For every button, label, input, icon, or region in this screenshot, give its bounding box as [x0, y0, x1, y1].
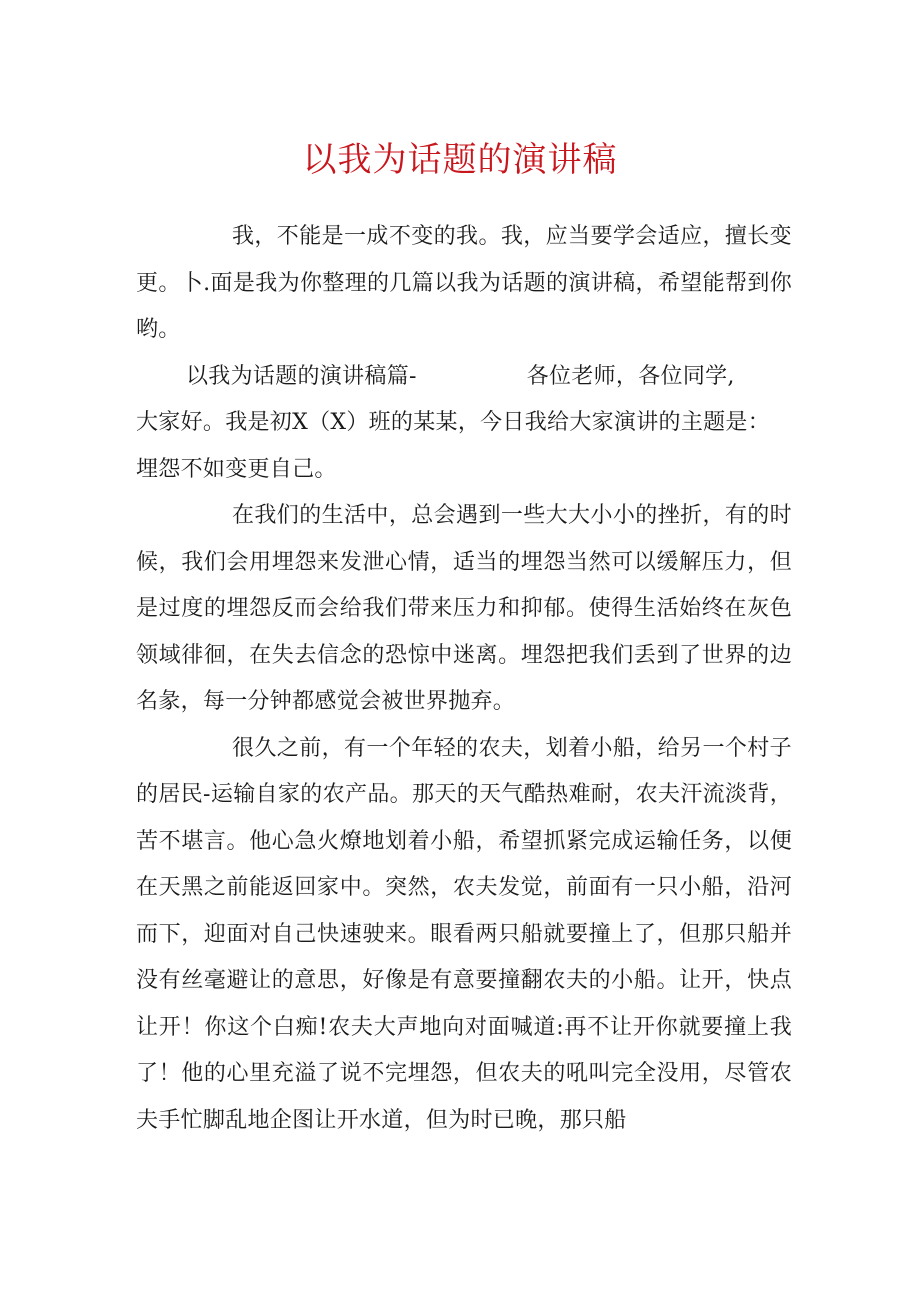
speech-intro-line: 大家好。我是初X（X）班的某某，今日我给大家演讲的主题是： [136, 410, 771, 435]
speech-greeting: 各位老师，各位同学, [526, 363, 735, 389]
speech-heading-line [136, 354, 792, 401]
speech-theme-line: 埋怨不如变更自己。 [136, 456, 337, 482]
paragraph-complaint: 在我们的生活中，总会遇到一些大大小小的挫折，有的时候，我们会用埋怨来发泄心情，适当的埋怨当然可以缓解压力，但是过度的埋怨反而会给我们带来压力和抑郁。使得生活始终在灰色领域徘徊，在失去信念的恐惊中迷离。埋怨把我们丢到了世界的边名彖，每一分钟都感觉会被世界抛弃。 [136, 503, 792, 714]
document-body [136, 214, 792, 1144]
document-title: 以我为话题的演讲稿 [302, 140, 618, 180]
speech-heading-title: 以我为话题的演讲稿篇- [186, 363, 417, 389]
paragraph-intro: 我，不能是一成不变的我。我，应当要学会适应，擅长变更。卜.面是我为你整理的几篇以我为话题的演讲稿，希望能帮到你哟。 [136, 224, 792, 342]
paragraph-farmer-story: 很久之前，有一个年轻的农夫，划着小船，给另一个村子的居民-运输自家的农产品。那天的天气酷热难耐，农夫汗流淡背，苦不堪言。他心急火燎地划着小船，希望抓紧完成运输任务，以便在天黑之前能返回家中。突然，农夫发觉，前面有一只小船，沿河而下，迎面对自己快速驶来。眼看两只船就要撞上了，但那只船并没有丝毫避让的意思，好像是有意要撞翻农夫的小船。让开，快点让开！你这个白痴!农夫大声地向对面喊道:再不让开你就要撞上我了！他的心里充溢了说不完埋怨，但农夫的吼叫完全没用，尽管农夫手忙脚乱地企图让开水道，但为时已晚，那只船 [136, 735, 792, 1133]
